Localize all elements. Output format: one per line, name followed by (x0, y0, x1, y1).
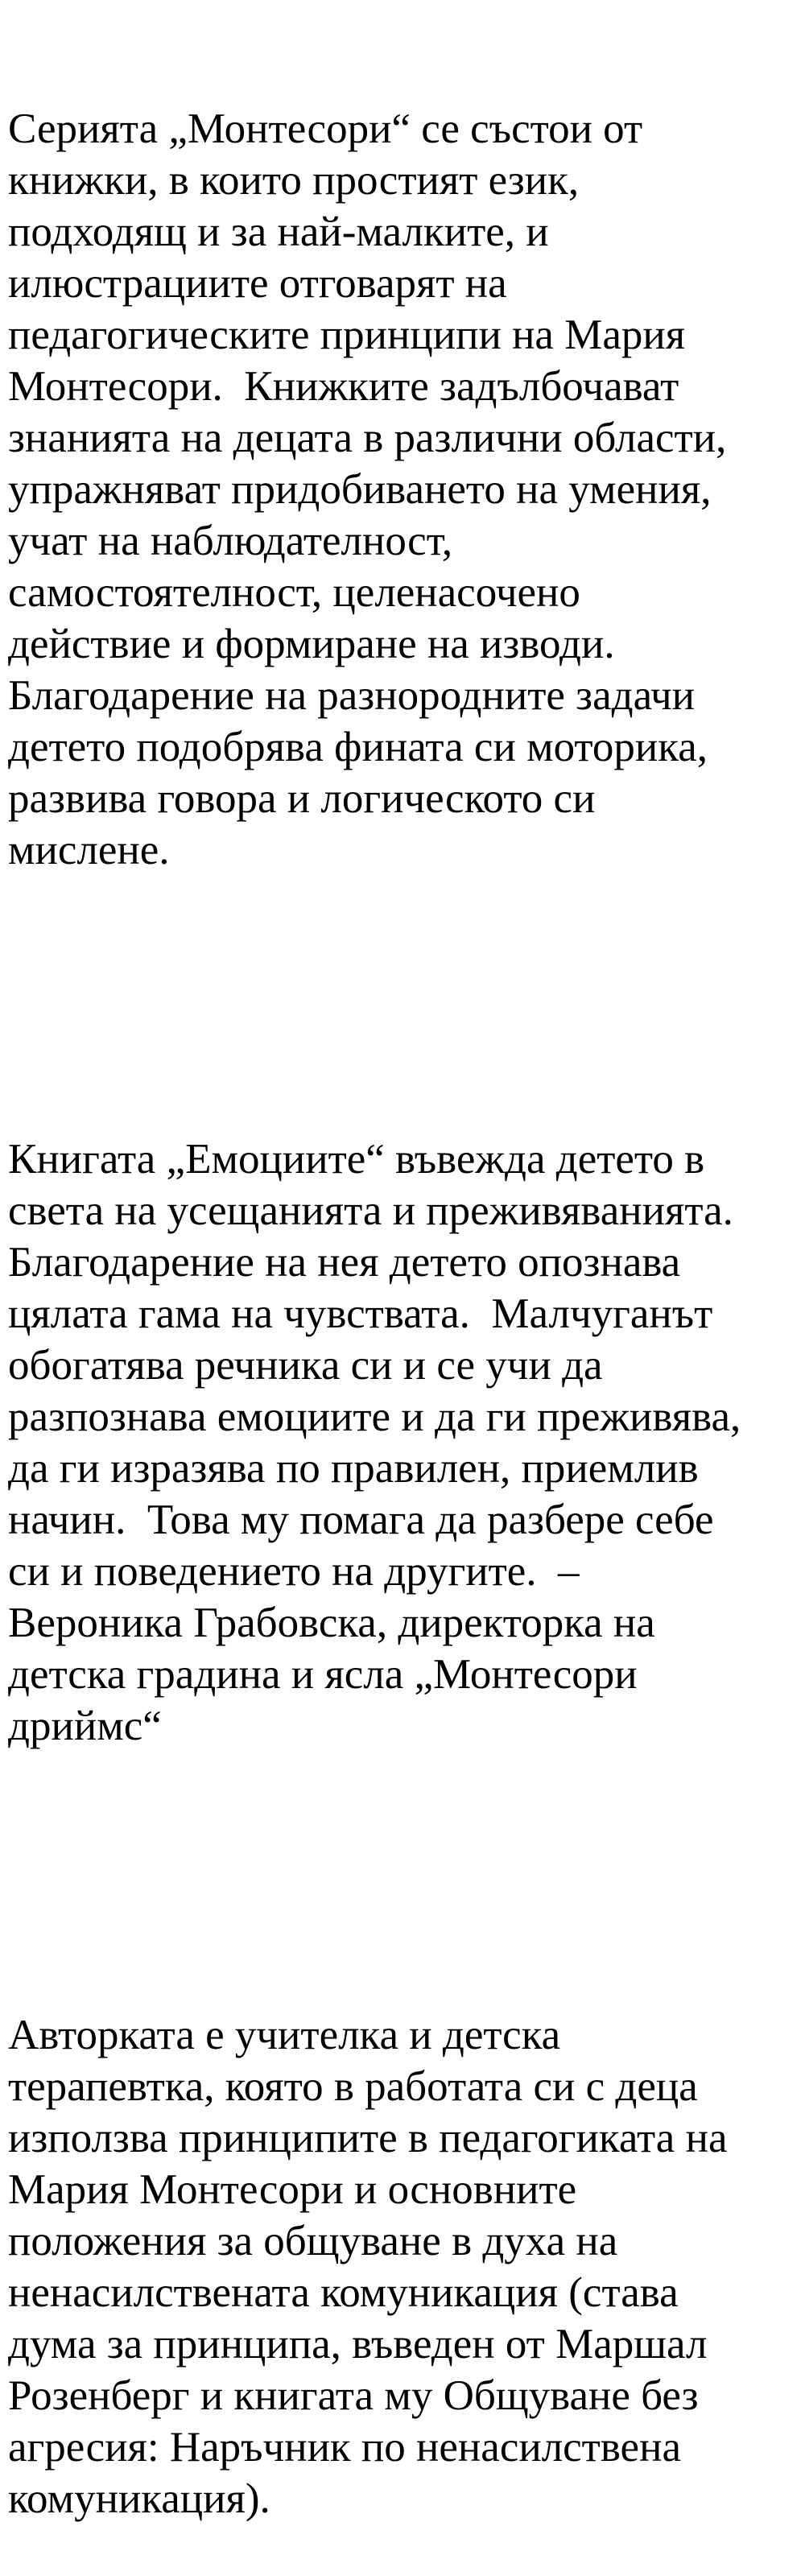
paragraph-series-intro: Серията „Монтесори“ се състои от книжки, в които простият език, подходящ и за най-малките, и илюстрациите отговарят на педагогическите принципи на Мария Монтесори. Книжките задълбочават знанията на децата в различни области, упражняват придобиването на умения, учат на наблюдателност, самостоятелност, целенасочено действие и формиране на изводи. Благодарение на разнородните задачи детето подобрява фината си моторика, развива говора и логическото си мислене. (8, 105, 727, 873)
paragraph-author: Авторката е учителка и детска терапевтка, която в работата си с деца използва принципите в педагогиката на Мария Монтесори и основните положения за общуване в духа на ненасилствената комуникация (става дума за принципа, въведен от Маршал Розенберг и книгата му Общуване без агресия: Наръчник по ненасилствена комуникация). (8, 2012, 728, 2522)
paragraph-spacer (8, 979, 801, 1030)
paragraph-emotions-book: Книгата „Емоциите“ въвежда детето в света на усещанията и преживяванията. Благодарение на нея детето опознава цялата гама на чувствата. Малчуганът обогатява речника си и се учи да разпознава емоциите и да ги преживява, да ги изразява по правилен, приемлив начин. Това му помага да разбере себе си и поведението на другите. – Вероника Грабовска, директорка на детска градина и ясла „Монтесори дриймс“ (8, 1136, 741, 1749)
paragraph-spacer (8, 1855, 801, 1906)
document-body (8, 0, 801, 2576)
